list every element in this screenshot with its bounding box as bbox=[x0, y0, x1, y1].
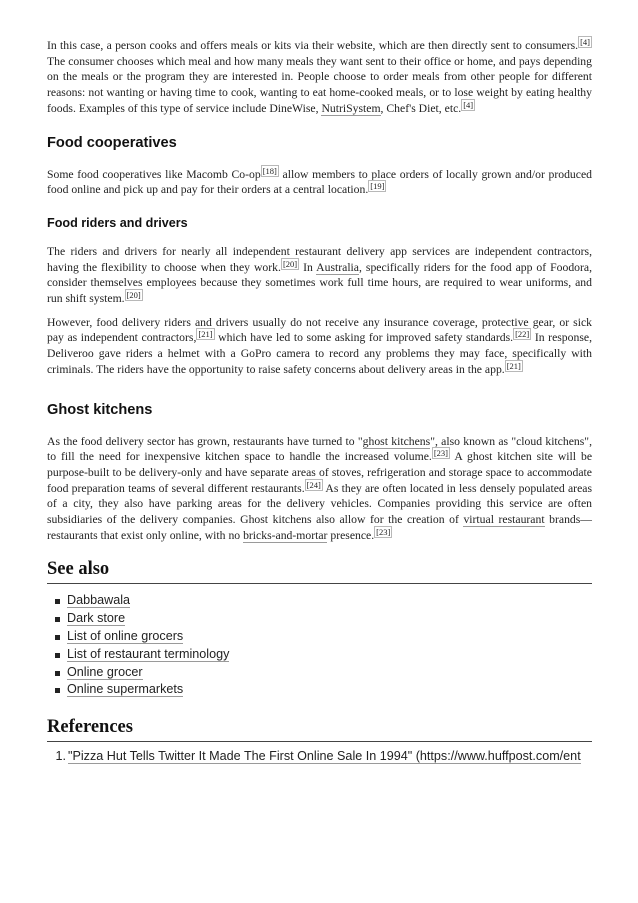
ghost-text: As they are often located in less densely populated areas of a city, they also have parking areas for the delivery vehicles. Companies providing this service are often subsidiaries of the delivery companies. Ghost kitchens also allow for the creation of bbox=[47, 481, 592, 527]
australia-link[interactable]: Australia bbox=[316, 260, 359, 274]
reference-number: 1. bbox=[55, 749, 66, 764]
riders-text: In response, Deliveroo gave riders a helmet with a GoPro camera to record any problems they may face, specifically with criminals. The riders have the opportunity to raise safety concerns about delivery areas in the app. bbox=[47, 331, 592, 376]
riders-text: which have led to some asking for improved safety standards. bbox=[214, 331, 514, 345]
riders-paragraph-2 bbox=[47, 315, 592, 378]
ghost-text: ", also known as "cloud kitchens", to fill the need for inexpensive kitchen space to handle the increased volume. bbox=[47, 434, 592, 464]
citation-link[interactable]: [18] bbox=[262, 165, 277, 176]
riders-text: The riders and drivers for nearly all independent restaurant delivery app services are independent contractors, having the flexibility to choose when they work. bbox=[47, 244, 592, 274]
section-heading-see-also: See also bbox=[47, 559, 592, 584]
citation-link[interactable]: [24] bbox=[306, 479, 321, 490]
reference-item bbox=[47, 748, 592, 764]
section-heading-food-riders: Food riders and drivers bbox=[47, 215, 188, 230]
citation-link[interactable]: [23] bbox=[433, 448, 449, 459]
riders-text: However, food delivery riders and drivers usually do not receive any insurance coverage, protective gear, or sick pay as independent contractors, bbox=[47, 315, 592, 345]
see-also-list bbox=[47, 592, 592, 699]
citation-link[interactable]: [19] bbox=[370, 181, 385, 192]
list-item bbox=[54, 592, 592, 610]
article-body bbox=[47, 38, 592, 764]
citation-link[interactable]: [23] bbox=[376, 526, 391, 537]
see-also-link-dark-store[interactable]: Dark store bbox=[67, 611, 126, 626]
citation-link[interactable]: [20] bbox=[126, 290, 141, 301]
reference-link[interactable]: "Pizza Hut Tells Twitter It Made The First Online Sale In 1994" (https://www.huffpost.com/ent bbox=[68, 749, 581, 764]
ghost-text: A ghost kitchen site will be purpose-built to be delivery-only and have separate areas of stoves, refrigeration and storage space to accommodate food preparation teams of several different restaurants. bbox=[47, 450, 593, 495]
see-also-link-restaurant-terminology[interactable]: List of restaurant terminology bbox=[67, 646, 230, 661]
see-also-link-online-grocer[interactable]: Online grocer bbox=[67, 664, 143, 679]
list-item bbox=[54, 681, 592, 699]
ghost-text: As the food delivery sector has grown, restaurants have turned to " bbox=[47, 434, 363, 448]
citation-link[interactable]: [4] bbox=[463, 99, 474, 110]
section-heading-references: References bbox=[47, 717, 592, 742]
riders-paragraph-1 bbox=[47, 244, 592, 307]
riders-text: , specifically riders for the food app of Foodora, consider themselves employees because they sometimes work full time hours, are required to wear uniforms, and run shift system. bbox=[47, 260, 593, 306]
nutrisystem-link[interactable]: NutriSystem bbox=[321, 101, 381, 115]
section-heading-ghost-kitchens: Ghost kitchens bbox=[47, 401, 153, 418]
virtual-restaurant-link[interactable]: virtual restaurant bbox=[463, 513, 545, 527]
citation-link[interactable]: [21] bbox=[506, 360, 521, 371]
citation-link[interactable]: [22] bbox=[515, 329, 530, 340]
see-also-link-online-grocers[interactable]: List of online grocers bbox=[67, 629, 184, 644]
ghost-text: presence. bbox=[327, 528, 375, 542]
ghost-kitchens-paragraph bbox=[47, 434, 592, 544]
see-also-link-online-supermarkets[interactable]: Online supermarkets bbox=[67, 682, 184, 697]
citation-link[interactable]: [4] bbox=[580, 37, 590, 47]
coops-text: allow members to place orders of locally grown and/or produced food online and pick up and pay for their orders at a central location. bbox=[47, 167, 592, 197]
riders-text: In bbox=[299, 260, 317, 274]
bricks-and-mortar-link[interactable]: bricks-and-mortar bbox=[243, 528, 328, 542]
see-also-link-dabbawala[interactable]: Dabbawala bbox=[67, 593, 131, 608]
citation-link[interactable]: [21] bbox=[198, 329, 213, 340]
ghost-kitchens-link[interactable]: ghost kitchens bbox=[362, 434, 431, 448]
coops-paragraph bbox=[47, 167, 592, 198]
list-item bbox=[54, 628, 592, 646]
intro-text: In this case, a person cooks and offers meals or kits via their website, which are then directly sent to consumers. bbox=[47, 39, 579, 52]
coops-text: Some food cooperatives like Macomb Co-op bbox=[47, 167, 261, 181]
intro-paragraph bbox=[47, 38, 592, 117]
ghost-text: brands—restaurants that exist only online, with no bbox=[47, 513, 592, 542]
list-item bbox=[54, 664, 592, 682]
citation-link[interactable]: [20] bbox=[282, 258, 298, 269]
intro-text: , Chef's Diet, etc. bbox=[380, 101, 462, 115]
list-item bbox=[54, 610, 592, 628]
intro-text: The consumer chooses which meal and how many meals they want sent to their office or home, and pays depending on the meals or the program they are interested in. People choose to order meals from other people for different reasons: not wanting or having time to cook, wanting to eat home-cooked meals, or to lose weight by eating healthy foods. Examples of this type of service include DineWise, bbox=[47, 54, 592, 115]
section-heading-food-cooperatives: Food cooperatives bbox=[47, 134, 177, 151]
list-item bbox=[54, 646, 592, 664]
